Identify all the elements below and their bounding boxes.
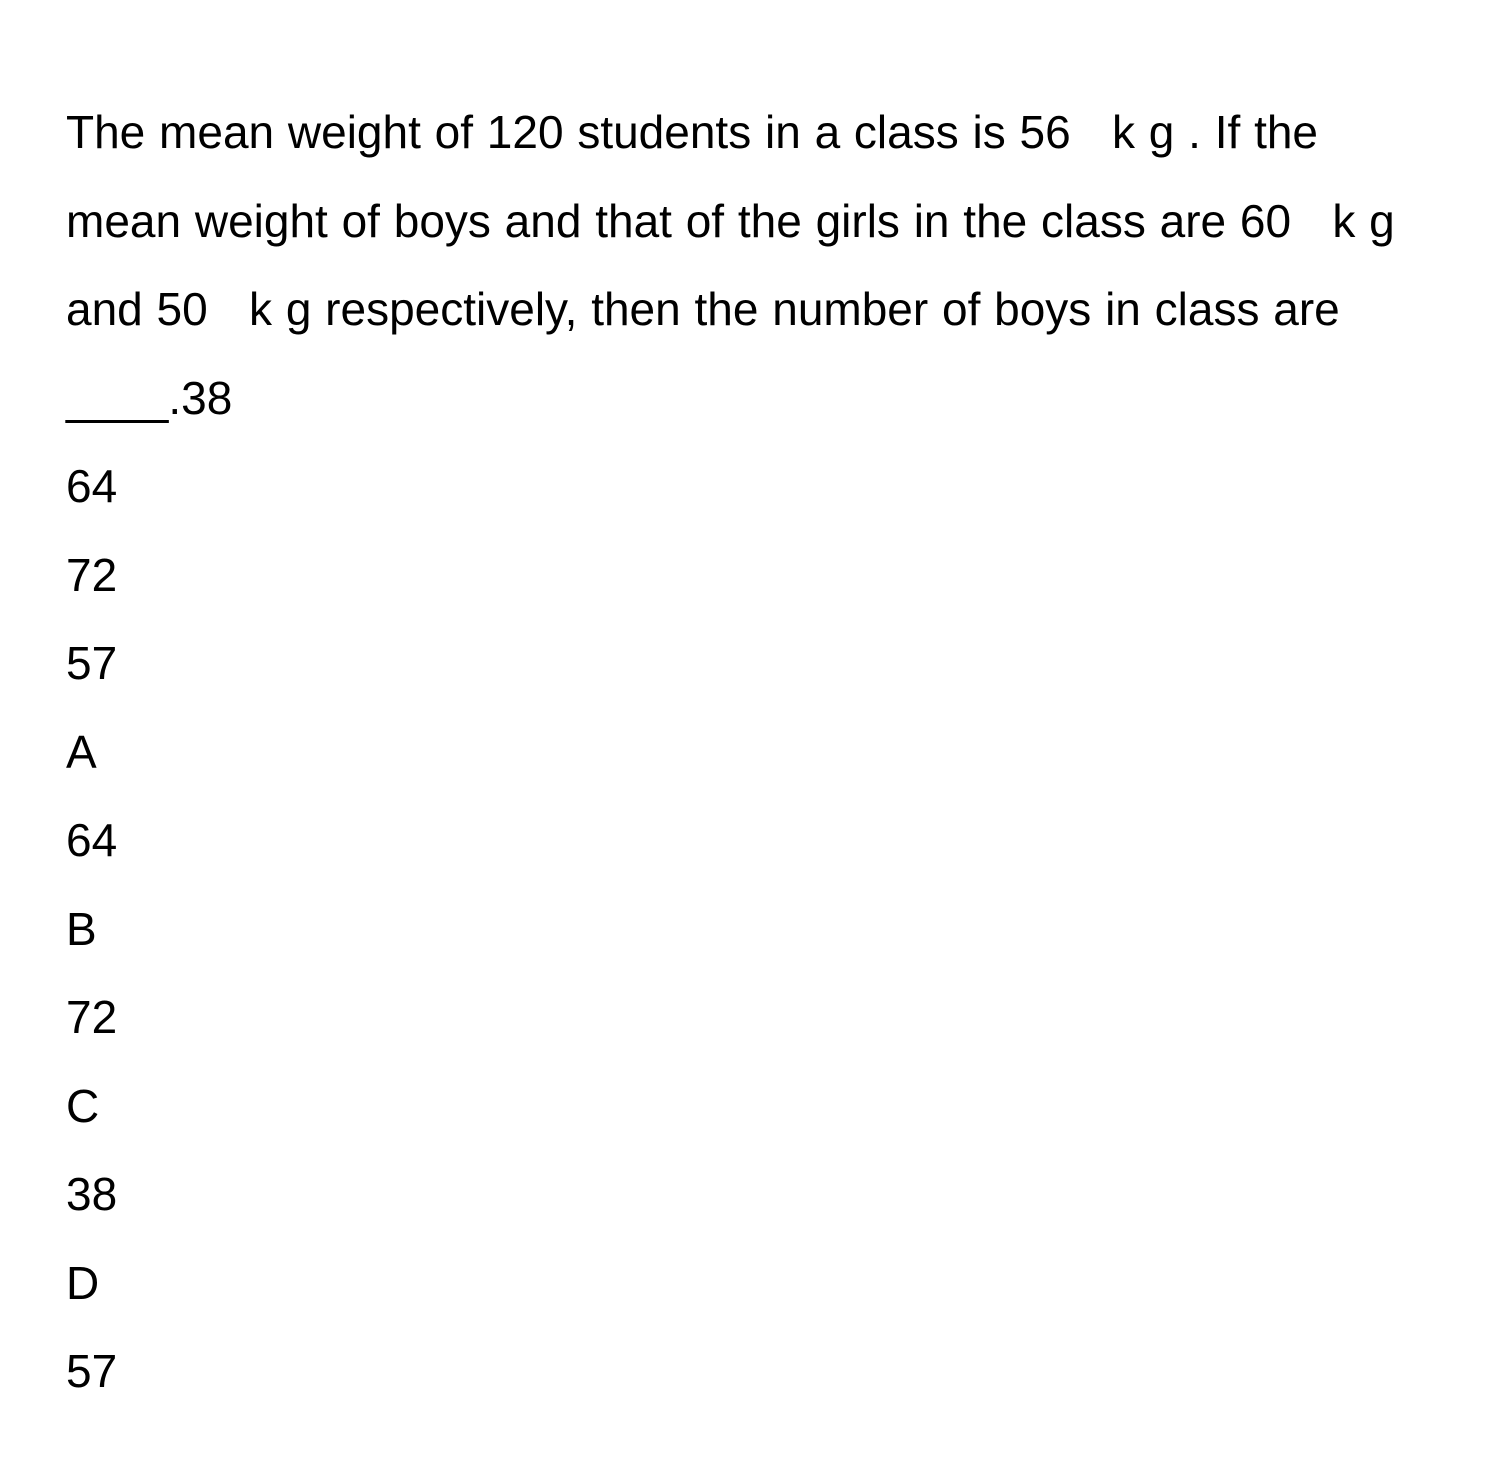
choice-plain-1: 64 xyxy=(66,460,118,512)
option-b-value: 72 xyxy=(66,991,118,1043)
option-a-letter: A xyxy=(66,725,97,778)
document xyxy=(66,88,1446,1416)
option-d-letter: D xyxy=(66,1256,100,1309)
option-a-value: 64 xyxy=(66,814,118,866)
choice-plain-3: 57 xyxy=(66,637,118,689)
option-c-value: 38 xyxy=(66,1168,118,1220)
option-d-value: 57 xyxy=(66,1345,118,1397)
choice-plain-2: 72 xyxy=(66,548,118,601)
option-b-letter: B xyxy=(66,902,97,955)
question-text: The mean weight of 120 students in a class is 56 k g . If the mean weight of boys and that of the girls in the class are 60 k g and 50 k g respectively, then the number of boys in class are ____.38 xyxy=(66,106,1409,424)
option-c-letter: C xyxy=(66,1079,100,1132)
